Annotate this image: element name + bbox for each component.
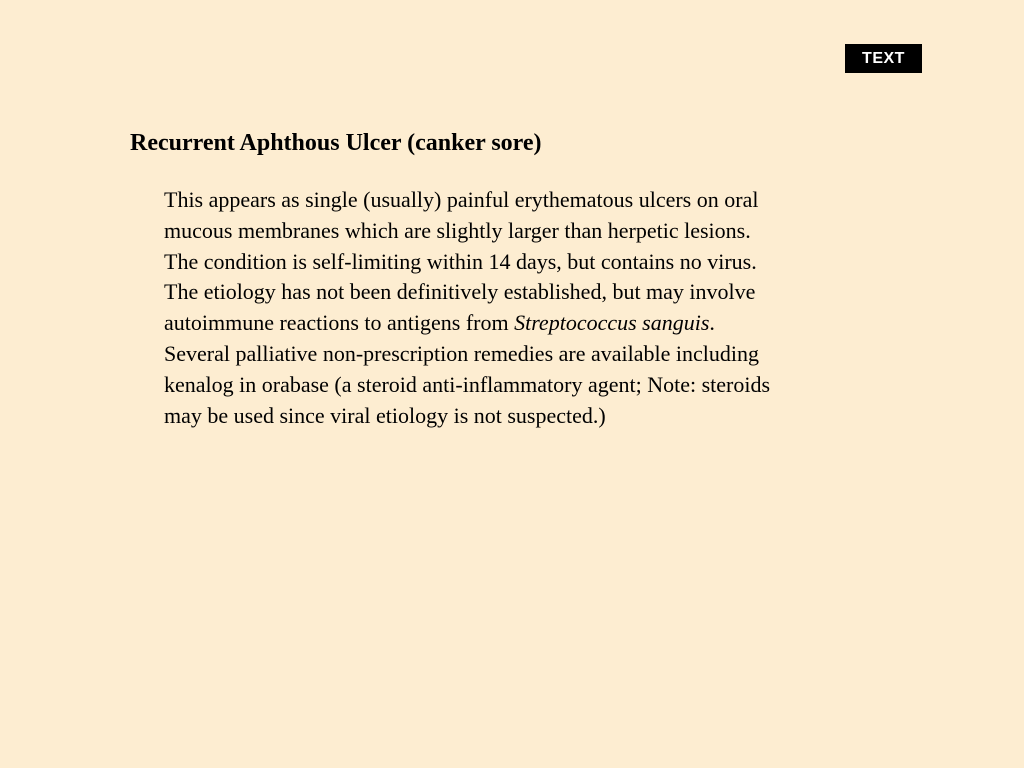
page-title: Recurrent Aphthous Ulcer (canker sore) [130, 130, 542, 156]
body-line: kenalog in orabase (a steroid anti-inflammatory agent; Note: steroids [164, 371, 771, 397]
body-line: may be used since viral etiology is not suspected.) [164, 402, 606, 428]
body-line: mucous membranes which are slightly larger than herpetic lesions. [164, 217, 751, 243]
body-line: Several palliative non-prescription remedies are available including [164, 340, 759, 366]
species-name: Streptococcus sanguis [514, 310, 710, 336]
body-line: The etiology has not been definitively established, but may involve [164, 279, 756, 305]
body-paragraph [164, 185, 894, 431]
body-line-text: autoimmune reactions to antigens from [164, 310, 515, 336]
body-line [164, 308, 894, 339]
body-line: The condition is self-limiting within 14 days, but contains no virus. [164, 248, 757, 274]
body-line: This appears as single (usually) painful erythematous ulcers on oral [164, 187, 759, 212]
body-line-punctuation: . [709, 310, 715, 336]
text-badge: TEXT [845, 44, 922, 73]
